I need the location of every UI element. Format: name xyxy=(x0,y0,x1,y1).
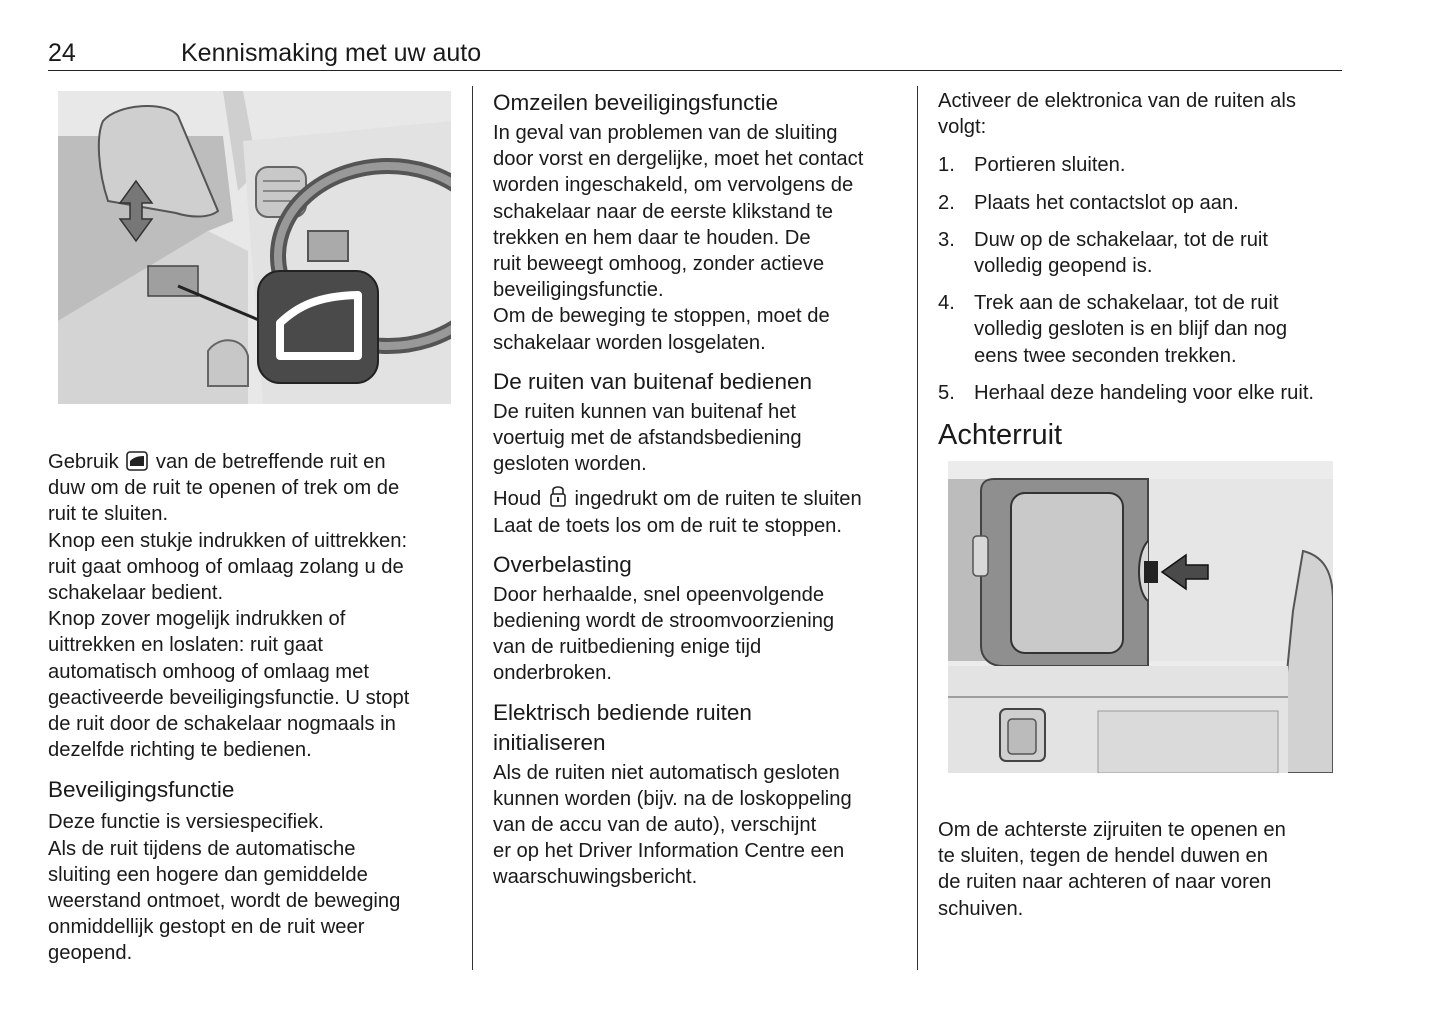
text-line: Gebruik xyxy=(48,451,119,473)
list-item xyxy=(938,190,1348,216)
text-line: worden ingeschakeld, om vervolgens de xyxy=(493,174,854,197)
step-text: eens twee seconden trekken. xyxy=(974,344,1237,367)
text-line: Knop een stukje indrukken of uittrekken: xyxy=(48,529,408,552)
text-line: Door herhaalde, snel opeenvolgende xyxy=(493,583,825,606)
text-line: ruit gaat omhoog of omlaag zolang u de xyxy=(48,555,404,578)
text-line: geactiveerde beveiligingsfunctie. U stopt xyxy=(48,686,410,709)
text-line: Houd xyxy=(493,488,542,511)
heading-overload: Overbelasting xyxy=(493,551,632,577)
text-line: Laat de toets los om de ruit te stoppen. xyxy=(493,514,843,537)
text-line: sluiting een hogere dan gemiddelde xyxy=(48,863,368,886)
text-line: Als de ruiten niet automatisch gesloten xyxy=(493,761,840,784)
text-line: van de betreffende ruit en xyxy=(155,451,386,473)
text-line: schakelaar naar de eerste klikstand te xyxy=(493,200,834,223)
paragraph-bypass xyxy=(493,120,903,356)
rear-window-illustration xyxy=(948,461,1333,773)
step-text: volledig geopend is. xyxy=(974,255,1153,278)
paragraph-init xyxy=(493,760,903,891)
list-item xyxy=(938,290,1348,369)
step-number: 3. xyxy=(938,228,955,251)
list-item xyxy=(938,152,1348,178)
text-line: door vorst en dergelijke, moet het contact xyxy=(493,148,864,171)
text-line: van de accu van de auto), verschijnt xyxy=(493,814,817,837)
column-divider xyxy=(917,86,918,970)
text-line: Activeer de elektronica van de ruiten als xyxy=(938,90,1296,112)
paragraph-usage xyxy=(48,475,446,763)
step-number: 1. xyxy=(938,154,955,177)
text-line: ruit te sluiten. xyxy=(48,503,169,526)
step-text: Portieren sluiten. xyxy=(974,154,1126,177)
paragraph-safety xyxy=(48,809,446,966)
list-item xyxy=(938,227,1348,279)
page-number: 24 xyxy=(48,39,76,67)
text-line: Om de achterste zijruiten te openen en xyxy=(938,819,1286,842)
column-left xyxy=(48,86,446,967)
column-divider xyxy=(472,86,473,970)
text-line: weerstand ontmoet, wordt de beweging xyxy=(48,890,401,913)
text-line: uittrekken en loslaten: ruit gaat xyxy=(48,634,323,657)
step-text: volledig gesloten is en blijf dan nog xyxy=(974,318,1288,341)
window-switch-icon xyxy=(126,451,148,471)
window-switch-illustration xyxy=(58,91,451,404)
page-header xyxy=(48,36,1342,71)
text-line: dezelfde richting te bedienen. xyxy=(48,739,312,762)
text-line: In geval van problemen van de sluiting xyxy=(493,122,838,144)
text-line: automatisch omhoog of omlaag met xyxy=(48,660,369,683)
text-line: De ruiten kunnen van buitenaf het xyxy=(493,400,797,423)
step-text: Herhaal deze handeling voor elke ruit. xyxy=(974,381,1315,404)
text-line: van de ruitbediening enige tijd xyxy=(493,636,762,659)
text-line: de ruiten naar achteren of naar voren xyxy=(938,871,1272,894)
list-item xyxy=(938,380,1348,406)
heading-init-cont: initialiseren xyxy=(493,729,606,755)
step-text: Plaats het contactslot op aan. xyxy=(974,191,1239,214)
column-middle xyxy=(493,88,903,891)
page-title: Kennismaking met uw auto xyxy=(181,39,482,67)
text-line: Knop zover mogelijk indrukken of xyxy=(48,608,346,631)
text-line: Om de beweging te stoppen, moet de xyxy=(493,305,830,328)
step-text: Trek aan de schakelaar, tot de ruit xyxy=(974,292,1279,315)
text-line: onderbroken. xyxy=(493,662,612,685)
text-line: de ruit door de schakelaar nogmaals in xyxy=(48,713,396,736)
text-line: beveiligingsfunctie. xyxy=(493,279,664,302)
column-right xyxy=(938,86,1348,922)
heading-rear-window: Achterruit xyxy=(938,419,1063,452)
text-line: duw om de ruit te openen of trek om de xyxy=(48,477,400,500)
paragraph-rear xyxy=(938,817,1348,922)
text-line: onmiddellijk gestopt en de ruit weer xyxy=(48,916,365,939)
heading-outside: De ruiten van buitenaf bedienen xyxy=(493,368,812,394)
text-line: voertuig met de afstandsbediening xyxy=(493,427,802,450)
heading-bypass: Omzeilen beveiligingsfunctie xyxy=(493,90,779,115)
heading-init: Elektrisch bediende ruiten xyxy=(493,699,752,725)
text-line: waarschuwingsbericht. xyxy=(493,866,698,889)
heading-safety: Beveiligingsfunctie xyxy=(48,777,235,803)
text-line: er op het Driver Information Centre een xyxy=(493,840,845,863)
text-line: trekken en hem daar te houden. De xyxy=(493,226,811,249)
text-line: bediening wordt de stroomvoorziening xyxy=(493,610,835,633)
text-line: schuiven. xyxy=(938,897,1024,920)
paragraph-intro xyxy=(938,88,1348,140)
text-line: geopend. xyxy=(48,942,133,965)
text-line: schakelaar bedient. xyxy=(48,582,224,605)
text-line: te sluiten, tegen de hendel duwen en xyxy=(938,845,1268,868)
text-line: kunnen worden (bijv. na de loskoppeling xyxy=(493,787,852,810)
paragraph-overload xyxy=(493,582,903,687)
step-text: Duw op de schakelaar, tot de ruit xyxy=(974,228,1269,251)
text-line: ingedrukt om de ruiten te sluiten xyxy=(574,488,862,511)
lock-icon xyxy=(549,484,567,508)
text-line: gesloten worden. xyxy=(493,453,647,476)
step-number: 2. xyxy=(938,191,955,214)
text-line: Deze functie is versiespecifiek. xyxy=(48,811,325,834)
step-number: 4. xyxy=(938,292,955,315)
text-line: volgt: xyxy=(938,116,987,139)
text-line: ruit beweegt omhoog, zonder actieve xyxy=(493,253,825,276)
text-line: schakelaar worden losgelaten. xyxy=(493,331,766,354)
text-line: Als de ruit tijdens de automatische xyxy=(48,837,356,860)
paragraph-outside xyxy=(493,399,903,539)
step-number: 5. xyxy=(938,381,955,404)
steps-list xyxy=(938,152,1348,406)
